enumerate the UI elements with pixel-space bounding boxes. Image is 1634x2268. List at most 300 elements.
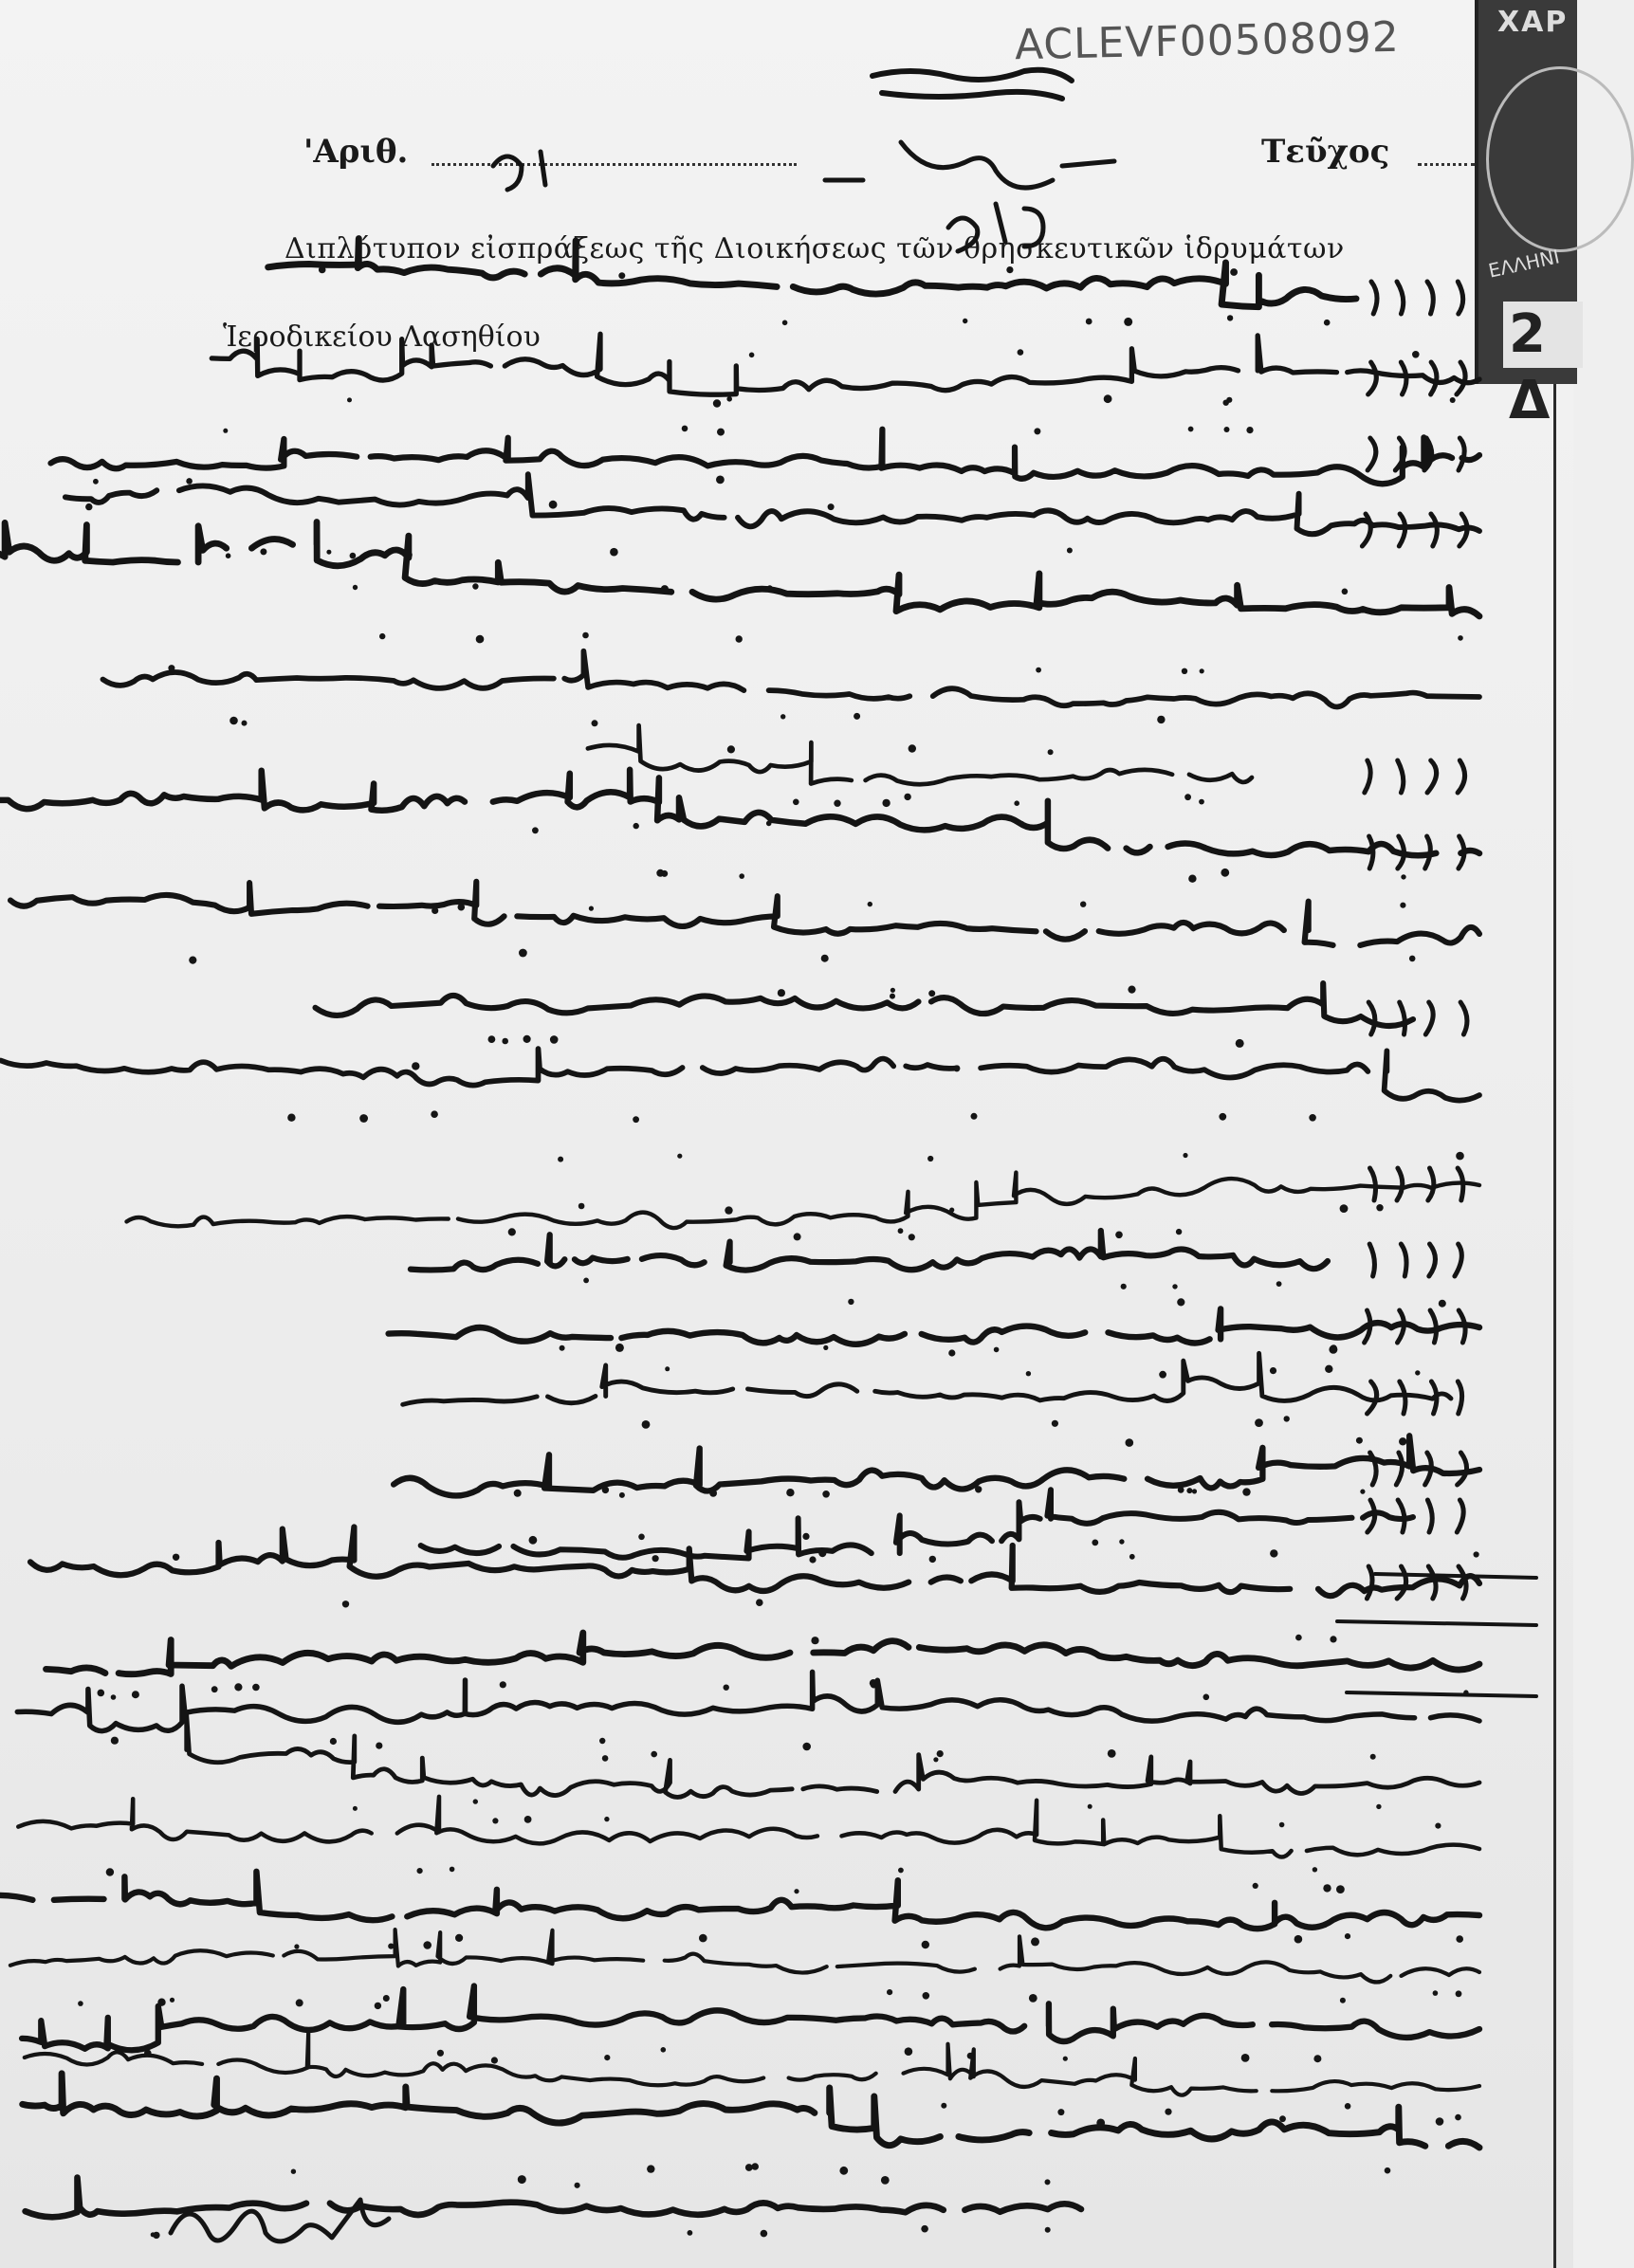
diacritic-dot bbox=[1242, 1488, 1250, 1495]
diacritic-dot bbox=[455, 1934, 463, 1942]
diacritic-dot bbox=[1184, 794, 1191, 800]
diacritic-dot bbox=[1412, 351, 1420, 358]
diacritic-dot bbox=[1045, 2179, 1051, 2185]
diacritic-dot bbox=[652, 1555, 659, 1562]
diacritic-dot bbox=[1399, 1437, 1406, 1445]
handwriting-line bbox=[26, 2178, 1081, 2218]
diacritic-dot bbox=[736, 635, 743, 642]
diacritic-dot bbox=[1295, 1635, 1302, 1641]
diacritic-dot bbox=[1177, 1298, 1184, 1306]
diacritic-dot bbox=[739, 873, 744, 879]
diacritic-dot bbox=[1336, 1885, 1345, 1893]
diacritic-dot bbox=[93, 479, 99, 485]
diacritic-dot bbox=[1159, 1371, 1166, 1379]
diacritic-dot bbox=[661, 870, 668, 877]
diacritic-dot bbox=[854, 713, 860, 720]
handwriting-line bbox=[411, 1231, 1328, 1271]
diacritic-dot bbox=[1124, 318, 1132, 326]
diacritic-dot bbox=[437, 2050, 444, 2057]
diacritic-dot bbox=[1219, 1113, 1226, 1121]
diacritic-dot bbox=[450, 1867, 455, 1873]
diacritic-dot bbox=[1450, 397, 1456, 403]
diacritic-dot bbox=[491, 2057, 498, 2063]
diacritic-dot bbox=[1342, 589, 1349, 595]
diacritic-dot bbox=[1230, 268, 1238, 276]
handwriting-line bbox=[0, 521, 1479, 616]
diacritic-dot bbox=[923, 1992, 930, 2000]
diacritic-dot bbox=[1276, 1281, 1282, 1287]
diacritic-dot bbox=[260, 548, 266, 555]
diacritic-dot bbox=[1183, 1153, 1187, 1158]
diacritic-dot bbox=[488, 1035, 496, 1043]
diacritic-dot bbox=[794, 1233, 801, 1240]
diacritic-dot bbox=[1415, 1370, 1420, 1375]
diacritic-dot bbox=[1433, 1990, 1439, 1996]
diacritic-dot bbox=[1309, 1114, 1316, 1122]
diacritic-dot bbox=[767, 585, 773, 591]
diacritic-dot bbox=[740, 1067, 744, 1071]
diacritic-dot bbox=[1031, 1937, 1039, 1946]
diacritic-dot bbox=[1172, 1284, 1177, 1289]
receipt-subtitle: Διπλότυπον εἰσπράξεως τῆς Διοικήσεως τῶν θρησκευτικῶν ἱδρυμάτων bbox=[285, 232, 1345, 265]
diacritic-dot bbox=[724, 1685, 729, 1691]
handwriting-line bbox=[421, 1490, 1413, 1558]
diacritic-dot bbox=[1360, 1490, 1365, 1494]
diacritic-dot bbox=[898, 1868, 904, 1874]
diacritic-dot bbox=[1019, 821, 1024, 827]
diacritic-dot bbox=[1279, 1822, 1285, 1828]
handwriting-line bbox=[0, 1870, 1479, 1929]
diacritic-dot bbox=[881, 2176, 890, 2185]
handwriting-line bbox=[18, 1797, 1479, 1857]
diacritic-dot bbox=[296, 1999, 303, 2006]
diacritic-dot bbox=[713, 399, 721, 407]
diacritic-dot bbox=[132, 1691, 139, 1698]
handwriting-line bbox=[126, 1173, 1479, 1228]
handwriting-line bbox=[588, 725, 1252, 784]
diacritic-dot bbox=[1376, 1804, 1381, 1809]
diacritic-dot bbox=[786, 1489, 794, 1496]
diacritic-dot bbox=[928, 990, 935, 997]
diacritic-dot bbox=[726, 396, 732, 402]
diacritic-dot bbox=[229, 717, 238, 725]
diacritic-dot bbox=[661, 2047, 667, 2053]
diacritic-dot bbox=[1224, 427, 1230, 432]
diacritic-dot bbox=[848, 1299, 854, 1305]
diacritic-dot bbox=[802, 1533, 809, 1540]
diacritic-dot bbox=[633, 1116, 639, 1123]
diacritic-dot bbox=[709, 1490, 717, 1497]
diacritic-dot bbox=[560, 1345, 565, 1351]
diacritic-dot bbox=[927, 1156, 933, 1161]
sum-rule-line bbox=[1347, 1692, 1536, 1696]
diacritic-dot bbox=[677, 1154, 682, 1159]
diacritic-dot bbox=[967, 2053, 974, 2059]
diacritic-dot bbox=[1188, 427, 1194, 432]
diacritic-dot bbox=[941, 2103, 946, 2109]
diacritic-dot bbox=[839, 2167, 848, 2175]
diacritic-dot bbox=[1370, 1754, 1376, 1760]
diacritic-dot bbox=[508, 1228, 516, 1235]
diacritic-dot bbox=[953, 1065, 960, 1071]
diacritic-dot bbox=[1313, 1867, 1317, 1872]
diacritic-dot bbox=[1456, 1152, 1464, 1161]
diacritic-dot bbox=[905, 2047, 913, 2056]
diacritic-dot bbox=[602, 1755, 609, 1762]
diacritic-dot bbox=[823, 1345, 828, 1350]
diacritic-dot bbox=[1018, 349, 1024, 356]
diacritic-dot bbox=[1474, 1551, 1479, 1557]
diacritic-dot bbox=[1052, 1420, 1058, 1427]
stamp-top-text: ΧΑΡ bbox=[1497, 6, 1569, 39]
handwriting-line bbox=[316, 983, 1414, 1026]
diacritic-dot bbox=[994, 1347, 1000, 1353]
diacritic-dot bbox=[619, 1492, 625, 1498]
diacritic-dot bbox=[1345, 1933, 1350, 1939]
diacritic-dot bbox=[882, 799, 890, 807]
handwriting-line bbox=[30, 1527, 1479, 1597]
diacritic-dot bbox=[604, 2055, 610, 2060]
diacritic-dot bbox=[476, 635, 485, 644]
diacritic-dot bbox=[756, 1599, 763, 1606]
diacritic-dot bbox=[633, 823, 639, 829]
diacritic-dot bbox=[890, 988, 895, 993]
diacritic-dot bbox=[647, 2165, 654, 2172]
diacritic-dot bbox=[1294, 1935, 1303, 1944]
diacritic-dot bbox=[802, 1743, 811, 1751]
header-number bbox=[948, 204, 1043, 251]
diacritic-dot bbox=[514, 1490, 522, 1497]
sum-rule-line bbox=[1337, 1621, 1536, 1625]
diacritic-dot bbox=[890, 994, 895, 999]
diacritic-dot bbox=[1409, 956, 1416, 962]
diacritic-dot bbox=[828, 503, 835, 510]
diacritic-dot bbox=[98, 1690, 105, 1697]
diacritic-dot bbox=[529, 1536, 538, 1545]
number-label: 'Αριθ. bbox=[303, 133, 409, 171]
diacritic-dot bbox=[319, 266, 326, 274]
diacritic-dot bbox=[353, 585, 358, 590]
diacritic-dot bbox=[1182, 668, 1187, 674]
handwriting-line bbox=[403, 1353, 1451, 1404]
diacritic-dot bbox=[1313, 2055, 1321, 2062]
diacritic-dot bbox=[431, 907, 438, 914]
diacritic-dot bbox=[524, 1816, 532, 1823]
diacritic-dot bbox=[682, 426, 688, 432]
diacritic-dot bbox=[379, 633, 385, 639]
diacritic-dot bbox=[887, 1989, 892, 1995]
diacritic-dot bbox=[106, 1868, 114, 1875]
diacritic-dot bbox=[745, 2164, 753, 2171]
header-scribble bbox=[825, 142, 1114, 188]
diacritic-dot bbox=[291, 2169, 296, 2174]
stamp-value: 2 Δ bbox=[1503, 302, 1583, 368]
diacritic-dot bbox=[1331, 1344, 1337, 1351]
diacritic-dot bbox=[1203, 1694, 1210, 1701]
diacritic-dot bbox=[1165, 2109, 1171, 2115]
diacritic-dot bbox=[716, 476, 725, 485]
stamp-bottom-text: ΕΛΛΗΝΙ bbox=[1486, 245, 1562, 283]
diacritic-dot bbox=[1456, 1935, 1463, 1943]
diacritic-dot bbox=[921, 2225, 928, 2233]
diacritic-dot bbox=[1119, 1539, 1124, 1544]
diacritic-dot bbox=[725, 1206, 732, 1214]
diacritic-dot bbox=[592, 720, 598, 726]
diacritic-dot bbox=[350, 553, 357, 559]
diacritic-dot bbox=[1067, 548, 1073, 554]
diacritic-dot bbox=[1253, 1883, 1258, 1889]
diacritic-dot bbox=[85, 503, 92, 510]
diacritic-dot bbox=[793, 799, 799, 806]
diacritic-dot bbox=[170, 1998, 174, 2003]
handwriting-line bbox=[102, 651, 1479, 707]
diacritic-dot bbox=[1096, 2119, 1105, 2128]
handwriting-line bbox=[46, 1633, 1479, 1674]
diacritic-dot bbox=[523, 1035, 531, 1043]
diacritic-dot bbox=[417, 1868, 423, 1874]
diacritic-dot bbox=[583, 1278, 589, 1284]
archive-code: ACLEVF00508092 bbox=[1014, 12, 1401, 70]
diacritic-dot bbox=[1323, 1884, 1331, 1892]
diacritic-dot bbox=[1385, 2167, 1391, 2174]
diacritic-dot bbox=[1128, 986, 1135, 994]
diacritic-dot bbox=[766, 821, 772, 827]
diacritic-dot bbox=[1029, 1994, 1037, 2003]
diacritic-dot bbox=[518, 2175, 526, 2184]
diacritic-dot bbox=[1104, 394, 1112, 403]
diacritic-dot bbox=[651, 1751, 657, 1758]
diacritic-dot bbox=[226, 553, 231, 558]
diacritic-dot bbox=[949, 1208, 954, 1213]
diacritic-dot bbox=[1006, 266, 1013, 273]
diacritic-dot bbox=[1246, 427, 1253, 433]
diacritic-dot bbox=[821, 955, 829, 962]
diacritic-dot bbox=[294, 1944, 299, 1948]
diacritic-dot bbox=[811, 1637, 818, 1644]
diacritic-dot bbox=[1199, 799, 1204, 805]
number-handwritten bbox=[493, 152, 545, 190]
diacritic-dot bbox=[1435, 1823, 1441, 1829]
diacritic-dot bbox=[500, 1681, 506, 1688]
diacritic-dot bbox=[780, 714, 785, 719]
diacritic-dot bbox=[157, 1999, 165, 2006]
diacritic-dot bbox=[376, 1743, 382, 1749]
diacritic-dot bbox=[834, 800, 840, 807]
diacritic-dot bbox=[975, 1486, 982, 1492]
diacritic-dot bbox=[749, 353, 755, 358]
diacritic-dot bbox=[1401, 874, 1405, 879]
diacritic-dot bbox=[665, 1366, 670, 1371]
diacritic-dot bbox=[502, 1038, 508, 1045]
diacritic-dot bbox=[550, 1035, 559, 1044]
diacritic-dot bbox=[549, 501, 558, 509]
diacritic-dot bbox=[1330, 1636, 1336, 1642]
handwriting-line bbox=[25, 2033, 1479, 2095]
diacritic-dot bbox=[1325, 1365, 1332, 1373]
diacritic-dot bbox=[1088, 1804, 1092, 1809]
diacritic-dot bbox=[173, 1554, 179, 1561]
numeral-column-entry bbox=[1365, 760, 1465, 793]
diacritic-dot bbox=[1121, 1284, 1127, 1289]
diacritic-dot bbox=[1270, 1367, 1276, 1374]
diacritic-dot bbox=[582, 632, 589, 639]
diacritic-dot bbox=[472, 583, 478, 589]
diacritic-dot bbox=[661, 585, 669, 593]
diacritic-dot bbox=[1345, 2103, 1351, 2110]
diacritic-dot bbox=[1115, 1232, 1123, 1239]
handwriting-line bbox=[22, 1986, 1479, 2051]
diacritic-dot bbox=[1227, 315, 1233, 320]
diacritic-dot bbox=[1376, 1204, 1383, 1211]
handwriting-line bbox=[17, 1672, 1479, 1730]
diacritic-dot bbox=[642, 1420, 651, 1429]
diacritic-dot bbox=[1340, 1204, 1349, 1213]
diacritic-dot bbox=[1080, 902, 1086, 907]
diacritic-dot bbox=[211, 1686, 218, 1692]
diacritic-dot bbox=[751, 2163, 759, 2170]
diacritic-dot bbox=[599, 1738, 605, 1744]
diacritic-dot bbox=[1400, 903, 1405, 908]
diacritic-dot bbox=[1439, 1300, 1446, 1308]
sum-rule-line bbox=[1375, 1574, 1536, 1578]
diacritic-dot bbox=[1236, 1039, 1244, 1048]
diacritic-dot bbox=[111, 1737, 119, 1745]
diacritic-dot bbox=[794, 1889, 799, 1893]
diacritic-dot bbox=[922, 1941, 929, 1948]
diacritic-dot bbox=[822, 1491, 830, 1498]
diacritic-dot bbox=[618, 272, 625, 279]
diacritic-dot bbox=[189, 957, 196, 964]
diacritic-dot bbox=[1034, 428, 1040, 434]
diacritic-dot bbox=[933, 1757, 938, 1762]
handwriting-line bbox=[389, 1308, 1479, 1344]
diacritic-dot bbox=[242, 721, 248, 726]
diacritic-dot bbox=[558, 1157, 563, 1162]
diacritic-dot bbox=[778, 989, 785, 997]
diacritic-dot bbox=[532, 827, 539, 833]
diacritic-dot bbox=[1324, 320, 1331, 326]
diacritic-dot bbox=[234, 1683, 242, 1691]
handwriting-line bbox=[382, 1436, 1479, 1495]
diacritic-dot bbox=[937, 1750, 944, 1757]
diacritic-dot bbox=[782, 320, 788, 326]
diacritic-dot bbox=[1157, 716, 1165, 723]
diacritic-dot bbox=[1092, 1540, 1098, 1546]
diacritic-dot bbox=[904, 794, 910, 800]
diacritic-dot bbox=[1108, 1749, 1116, 1758]
diacritic-dot bbox=[809, 1556, 816, 1563]
handwriting-line bbox=[10, 1930, 1479, 1982]
handwriting-line bbox=[23, 2074, 1479, 2148]
diacritic-dot bbox=[1456, 1990, 1462, 1997]
diacritic-dot bbox=[326, 550, 331, 555]
numeral-column-entry bbox=[1371, 282, 1463, 314]
diacritic-dot bbox=[1340, 1998, 1346, 2003]
diacritic-dot bbox=[186, 478, 193, 485]
diacritic-dot bbox=[1241, 2054, 1250, 2062]
handwriting-line bbox=[188, 334, 1479, 394]
diacritic-dot bbox=[252, 1684, 260, 1692]
diacritic-dot bbox=[1186, 1488, 1192, 1493]
diacritic-dot bbox=[1458, 635, 1463, 641]
diacritic-dot bbox=[602, 1487, 609, 1493]
diacritic-dot bbox=[898, 1228, 904, 1234]
diacritic-dot bbox=[388, 1944, 394, 1949]
diacritic-dot bbox=[347, 397, 352, 402]
diacritic-dot bbox=[359, 1114, 368, 1123]
diacritic-dot bbox=[1270, 1549, 1277, 1557]
diacritic-dot bbox=[761, 2230, 768, 2238]
diacritic-dot bbox=[1178, 1487, 1184, 1493]
diacritic-dot bbox=[1063, 2057, 1068, 2061]
handwriting-line bbox=[0, 770, 1479, 855]
diacritic-dot bbox=[688, 2230, 693, 2236]
handwriting-line bbox=[65, 474, 1479, 534]
diacritic-dot bbox=[971, 1113, 978, 1120]
diacritic-dot bbox=[929, 1556, 936, 1563]
diacritic-dot bbox=[1356, 1437, 1363, 1444]
diacritic-dot bbox=[727, 745, 735, 753]
volume-label: Τεῦχος bbox=[1261, 133, 1390, 171]
diacritic-dot bbox=[1036, 668, 1041, 673]
diacritic-dot bbox=[473, 1799, 478, 1803]
handwriting-line bbox=[268, 239, 1356, 307]
diacritic-dot bbox=[948, 1349, 955, 1356]
diacritic-dot bbox=[575, 2183, 580, 2188]
diacritic-dot bbox=[1455, 2114, 1461, 2121]
numeral-column-entry bbox=[1362, 514, 1467, 546]
diacritic-dot bbox=[610, 548, 618, 557]
diacritic-dot bbox=[638, 1534, 645, 1541]
diacritic-dot bbox=[589, 906, 594, 911]
numeral-column-entry bbox=[1369, 1244, 1461, 1276]
diacritic-dot bbox=[868, 902, 872, 906]
handwriting-line bbox=[187, 1714, 1479, 1797]
diacritic-dot bbox=[1057, 2109, 1064, 2115]
handwriting-lines bbox=[0, 239, 1536, 2241]
diacritic-dot bbox=[168, 665, 174, 671]
diacritic-dot bbox=[1048, 749, 1054, 755]
diacritic-dot bbox=[423, 1941, 431, 1949]
diacritic-dot bbox=[1192, 1489, 1197, 1493]
diacritic-dot bbox=[383, 1995, 390, 2002]
diacritic-dot bbox=[1176, 1229, 1182, 1235]
diacritic-dot bbox=[1200, 668, 1204, 673]
diacritic-dot bbox=[111, 1694, 117, 1700]
diacritic-dot bbox=[1026, 1371, 1031, 1376]
header-scribble bbox=[872, 70, 1072, 99]
diacritic-dot bbox=[519, 949, 527, 958]
diacritic-dot bbox=[1223, 400, 1229, 406]
diacritic-dot bbox=[963, 319, 967, 323]
diacritic-dot bbox=[1221, 869, 1229, 877]
diacritic-dot bbox=[412, 1062, 419, 1070]
diacritic-dot bbox=[342, 1600, 349, 1607]
diacritic-dot bbox=[615, 1344, 624, 1352]
diacritic-dot bbox=[717, 429, 725, 436]
diacritic-dot bbox=[1279, 2115, 1286, 2122]
diacritic-dot bbox=[909, 1234, 915, 1240]
diacritic-dot bbox=[1188, 875, 1196, 883]
diacritic-dot bbox=[1129, 1554, 1135, 1560]
handwriting-line bbox=[50, 430, 1479, 485]
diacritic-dot bbox=[909, 744, 916, 752]
diacritic-dot bbox=[375, 2003, 381, 2009]
diacritic-dot bbox=[1014, 800, 1019, 806]
diacritic-dot bbox=[492, 1818, 498, 1823]
diacritic-dot bbox=[223, 429, 228, 433]
diacritic-dot bbox=[153, 2232, 159, 2239]
